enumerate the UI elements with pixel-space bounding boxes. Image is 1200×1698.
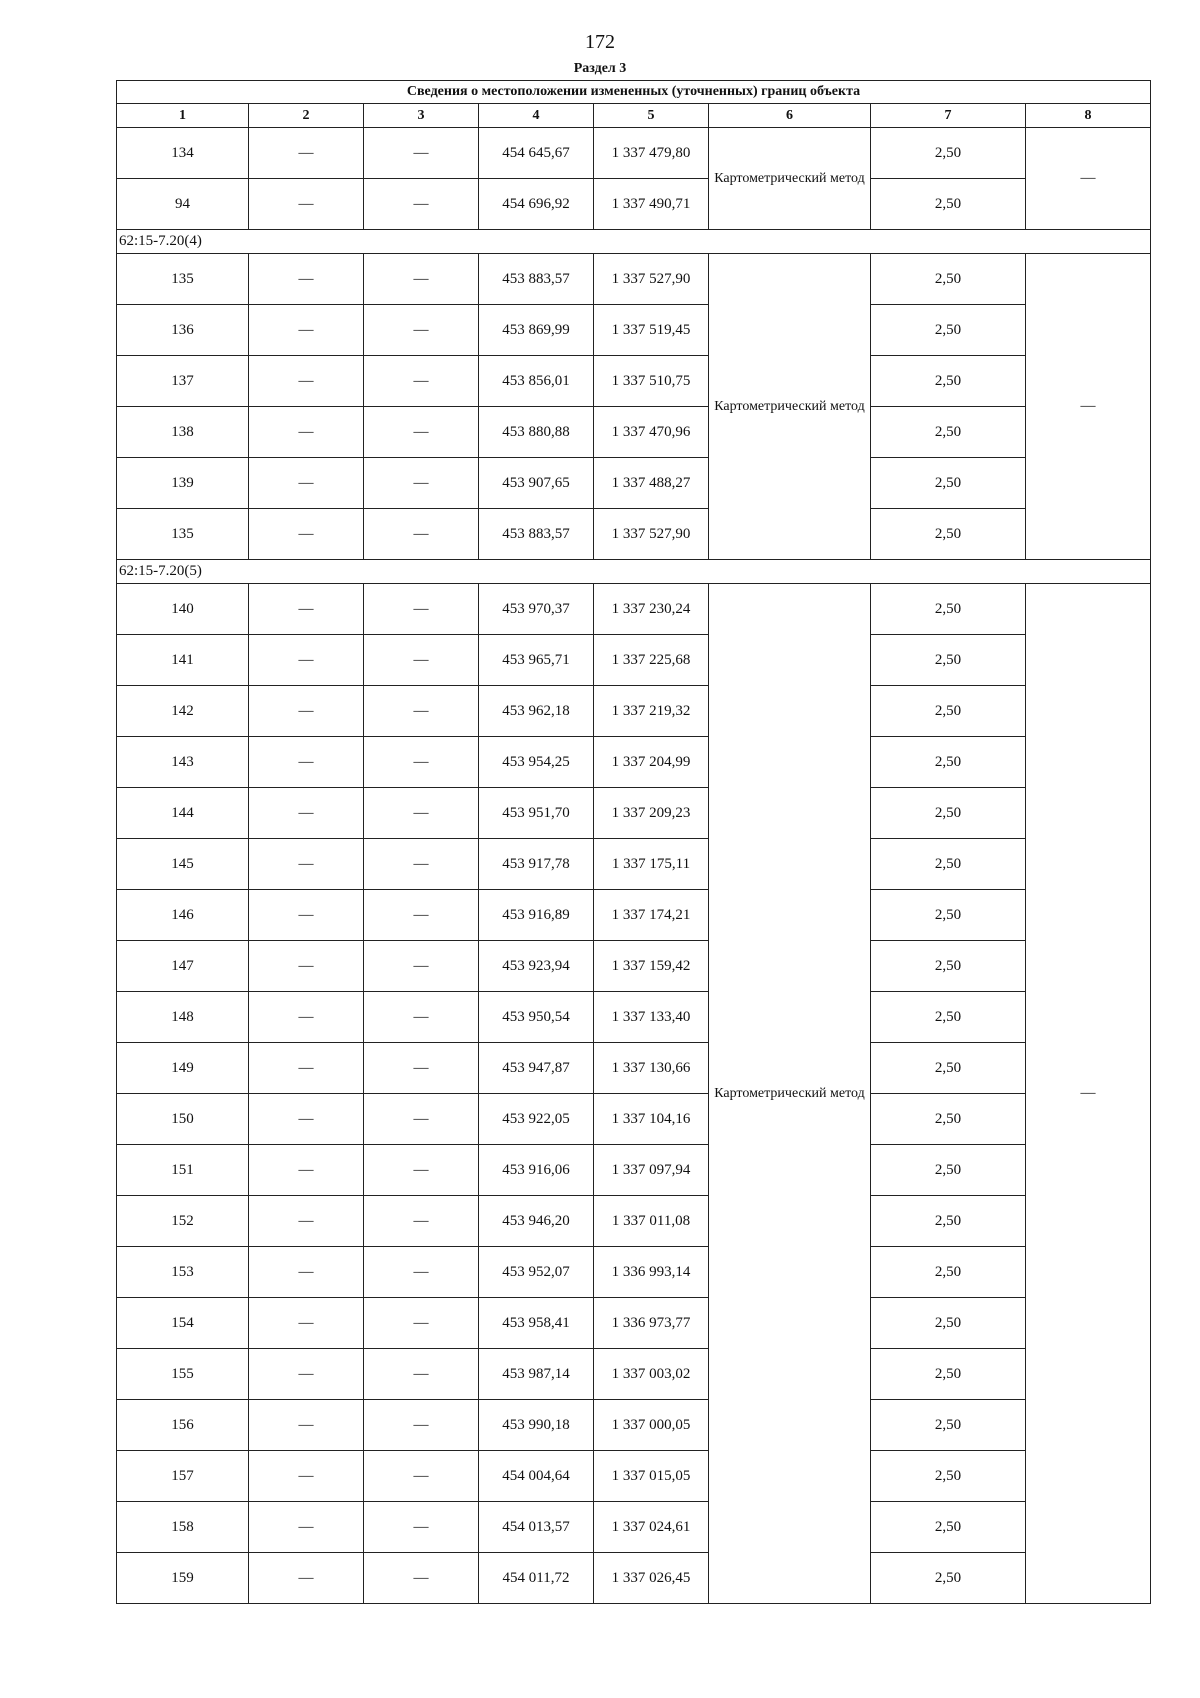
y-coordinate-cell: 1 337 015,05	[594, 1451, 709, 1502]
x-coordinate-cell: 454 011,72	[479, 1553, 594, 1604]
y-coordinate-cell: 1 337 527,90	[594, 509, 709, 560]
point-number-cell: 150	[117, 1094, 249, 1145]
x-coordinate-cell: 453 916,89	[479, 890, 594, 941]
x-coordinate-cell: 453 952,07	[479, 1247, 594, 1298]
column-8-cell: —	[1026, 128, 1151, 230]
column-3-cell: —	[364, 788, 479, 839]
x-coordinate-cell: 453 856,01	[479, 356, 594, 407]
point-number-cell: 146	[117, 890, 249, 941]
table-row	[117, 1145, 1151, 1196]
column-3-cell: —	[364, 407, 479, 458]
y-coordinate-cell: 1 337 209,23	[594, 788, 709, 839]
accuracy-cell: 2,50	[871, 128, 1026, 179]
point-number-cell: 134	[117, 128, 249, 179]
column-3-cell: —	[364, 1502, 479, 1553]
column-2-cell: —	[249, 128, 364, 179]
table-row	[117, 1502, 1151, 1553]
point-number-cell: 156	[117, 1400, 249, 1451]
accuracy-cell: 2,50	[871, 1145, 1026, 1196]
column-3-cell: —	[364, 1400, 479, 1451]
point-number-cell: 159	[117, 1553, 249, 1604]
page-number: 172	[585, 31, 615, 53]
table-row	[117, 686, 1151, 737]
column-header: 4	[479, 104, 594, 128]
y-coordinate-cell: 1 337 011,08	[594, 1196, 709, 1247]
y-coordinate-cell: 1 337 488,27	[594, 458, 709, 509]
column-3-cell: —	[364, 356, 479, 407]
accuracy-cell: 2,50	[871, 839, 1026, 890]
column-3-cell: —	[364, 686, 479, 737]
column-3-cell: —	[364, 509, 479, 560]
point-number-cell: 136	[117, 305, 249, 356]
column-2-cell: —	[249, 1145, 364, 1196]
y-coordinate-cell: 1 337 470,96	[594, 407, 709, 458]
y-coordinate-cell: 1 337 130,66	[594, 1043, 709, 1094]
column-2-cell: —	[249, 1196, 364, 1247]
y-coordinate-cell: 1 337 024,61	[594, 1502, 709, 1553]
x-coordinate-cell: 453 950,54	[479, 992, 594, 1043]
accuracy-cell: 2,50	[871, 1502, 1026, 1553]
column-3-cell: —	[364, 458, 479, 509]
column-3-cell: —	[364, 1298, 479, 1349]
y-coordinate-cell: 1 337 175,11	[594, 839, 709, 890]
y-coordinate-cell: 1 337 230,24	[594, 584, 709, 635]
point-number-cell: 152	[117, 1196, 249, 1247]
table-row	[117, 1298, 1151, 1349]
table-row	[117, 1553, 1151, 1604]
accuracy-cell: 2,50	[871, 1451, 1026, 1502]
accuracy-cell: 2,50	[871, 1553, 1026, 1604]
table-row	[117, 1043, 1151, 1094]
table-body	[117, 128, 1151, 1604]
column-8-cell: —	[1026, 584, 1151, 1604]
point-number-cell: 137	[117, 356, 249, 407]
table-row	[117, 407, 1151, 458]
method-cell: Картометрический метод	[709, 584, 871, 1604]
accuracy-cell: 2,50	[871, 509, 1026, 560]
point-number-cell: 144	[117, 788, 249, 839]
column-3-cell: —	[364, 1451, 479, 1502]
column-2-cell: —	[249, 1349, 364, 1400]
accuracy-cell: 2,50	[871, 686, 1026, 737]
point-number-cell: 140	[117, 584, 249, 635]
y-coordinate-cell: 1 337 174,21	[594, 890, 709, 941]
column-2-cell: —	[249, 1043, 364, 1094]
x-coordinate-cell: 453 917,78	[479, 839, 594, 890]
table-row	[117, 509, 1151, 560]
accuracy-cell: 2,50	[871, 584, 1026, 635]
column-3-cell: —	[364, 635, 479, 686]
boundary-coordinates-table	[116, 80, 1151, 1604]
table-caption: Сведения о местоположении измененных (уточненных) границ объекта	[117, 81, 1151, 104]
accuracy-cell: 2,50	[871, 1349, 1026, 1400]
method-cell: Картометрический метод	[709, 254, 871, 560]
x-coordinate-cell: 453 880,88	[479, 407, 594, 458]
column-3-cell: —	[364, 1196, 479, 1247]
column-2-cell: —	[249, 992, 364, 1043]
table-row	[117, 1247, 1151, 1298]
point-number-cell: 155	[117, 1349, 249, 1400]
column-3-cell: —	[364, 1043, 479, 1094]
x-coordinate-cell: 453 958,41	[479, 1298, 594, 1349]
y-coordinate-cell: 1 337 026,45	[594, 1553, 709, 1604]
y-coordinate-cell: 1 336 973,77	[594, 1298, 709, 1349]
column-3-cell: —	[364, 992, 479, 1043]
accuracy-cell: 2,50	[871, 1043, 1026, 1094]
column-3-cell: —	[364, 1145, 479, 1196]
accuracy-cell: 2,50	[871, 992, 1026, 1043]
column-3-cell: —	[364, 254, 479, 305]
x-coordinate-cell: 453 883,57	[479, 254, 594, 305]
y-coordinate-cell: 1 337 133,40	[594, 992, 709, 1043]
accuracy-cell: 2,50	[871, 890, 1026, 941]
column-3-cell: —	[364, 128, 479, 179]
table-row	[117, 635, 1151, 686]
column-3-cell: —	[364, 1553, 479, 1604]
column-2-cell: —	[249, 458, 364, 509]
y-coordinate-cell: 1 337 000,05	[594, 1400, 709, 1451]
column-2-cell: —	[249, 1400, 364, 1451]
x-coordinate-cell: 453 869,99	[479, 305, 594, 356]
table-row	[117, 1196, 1151, 1247]
column-3-cell: —	[364, 1349, 479, 1400]
table-row	[117, 584, 1151, 635]
point-number-cell: 153	[117, 1247, 249, 1298]
x-coordinate-cell: 453 923,94	[479, 941, 594, 992]
table-row	[117, 1349, 1151, 1400]
accuracy-cell: 2,50	[871, 305, 1026, 356]
point-number-cell: 148	[117, 992, 249, 1043]
group-row	[117, 560, 1151, 584]
y-coordinate-cell: 1 337 519,45	[594, 305, 709, 356]
point-number-cell: 145	[117, 839, 249, 890]
y-coordinate-cell: 1 337 225,68	[594, 635, 709, 686]
accuracy-cell: 2,50	[871, 737, 1026, 788]
point-number-cell: 142	[117, 686, 249, 737]
y-coordinate-cell: 1 337 003,02	[594, 1349, 709, 1400]
x-coordinate-cell: 453 990,18	[479, 1400, 594, 1451]
method-cell: Картометрический метод	[709, 128, 871, 230]
column-2-cell: —	[249, 1298, 364, 1349]
column-2-cell: —	[249, 788, 364, 839]
table-row	[117, 890, 1151, 941]
column-header: 6	[709, 104, 871, 128]
table-row	[117, 1400, 1151, 1451]
x-coordinate-cell: 453 907,65	[479, 458, 594, 509]
accuracy-cell: 2,50	[871, 1196, 1026, 1247]
y-coordinate-cell: 1 337 510,75	[594, 356, 709, 407]
x-coordinate-cell: 454 645,67	[479, 128, 594, 179]
accuracy-cell: 2,50	[871, 179, 1026, 230]
table-row	[117, 1094, 1151, 1145]
column-2-cell: —	[249, 356, 364, 407]
accuracy-cell: 2,50	[871, 407, 1026, 458]
column-3-cell: —	[364, 179, 479, 230]
column-2-cell: —	[249, 509, 364, 560]
table-row	[117, 356, 1151, 407]
column-3-cell: —	[364, 839, 479, 890]
x-coordinate-cell: 453 916,06	[479, 1145, 594, 1196]
x-coordinate-cell: 453 946,20	[479, 1196, 594, 1247]
group-label: 62:15-7.20(5)	[117, 560, 1151, 584]
x-coordinate-cell: 453 987,14	[479, 1349, 594, 1400]
table-row	[117, 839, 1151, 890]
point-number-cell: 154	[117, 1298, 249, 1349]
x-coordinate-cell: 454 696,92	[479, 179, 594, 230]
accuracy-cell: 2,50	[871, 458, 1026, 509]
table-row	[117, 737, 1151, 788]
accuracy-cell: 2,50	[871, 356, 1026, 407]
point-number-cell: 143	[117, 737, 249, 788]
column-3-cell: —	[364, 941, 479, 992]
column-2-cell: —	[249, 1502, 364, 1553]
table-row	[117, 941, 1151, 992]
column-2-cell: —	[249, 890, 364, 941]
table-row	[117, 179, 1151, 230]
accuracy-cell: 2,50	[871, 1298, 1026, 1349]
column-header: 3	[364, 104, 479, 128]
x-coordinate-cell: 453 883,57	[479, 509, 594, 560]
point-number-cell: 149	[117, 1043, 249, 1094]
table-row	[117, 254, 1151, 305]
column-2-cell: —	[249, 179, 364, 230]
column-2-cell: —	[249, 941, 364, 992]
column-3-cell: —	[364, 737, 479, 788]
table-row	[117, 788, 1151, 839]
accuracy-cell: 2,50	[871, 635, 1026, 686]
x-coordinate-cell: 453 962,18	[479, 686, 594, 737]
point-number-cell: 141	[117, 635, 249, 686]
column-8-cell: —	[1026, 254, 1151, 560]
column-2-cell: —	[249, 584, 364, 635]
accuracy-cell: 2,50	[871, 1094, 1026, 1145]
column-header: 1	[117, 104, 249, 128]
point-number-cell: 135	[117, 254, 249, 305]
column-2-cell: —	[249, 635, 364, 686]
point-number-cell: 94	[117, 179, 249, 230]
accuracy-cell: 2,50	[871, 788, 1026, 839]
y-coordinate-cell: 1 337 159,42	[594, 941, 709, 992]
column-2-cell: —	[249, 686, 364, 737]
x-coordinate-cell: 454 004,64	[479, 1451, 594, 1502]
column-2-cell: —	[249, 1451, 364, 1502]
group-row	[117, 230, 1151, 254]
column-3-cell: —	[364, 890, 479, 941]
table-row	[117, 992, 1151, 1043]
point-number-cell: 151	[117, 1145, 249, 1196]
y-coordinate-cell: 1 337 219,32	[594, 686, 709, 737]
section-title: Раздел 3	[573, 61, 627, 76]
table-row	[117, 305, 1151, 356]
column-3-cell: —	[364, 1094, 479, 1145]
y-coordinate-cell: 1 337 490,71	[594, 179, 709, 230]
x-coordinate-cell: 453 954,25	[479, 737, 594, 788]
point-number-cell: 135	[117, 509, 249, 560]
y-coordinate-cell: 1 337 097,94	[594, 1145, 709, 1196]
group-label: 62:15-7.20(4)	[117, 230, 1151, 254]
accuracy-cell: 2,50	[871, 1400, 1026, 1451]
y-coordinate-cell: 1 336 993,14	[594, 1247, 709, 1298]
column-2-cell: —	[249, 737, 364, 788]
column-header: 7	[871, 104, 1026, 128]
accuracy-cell: 2,50	[871, 1247, 1026, 1298]
x-coordinate-cell: 453 965,71	[479, 635, 594, 686]
y-coordinate-cell: 1 337 104,16	[594, 1094, 709, 1145]
x-coordinate-cell: 453 922,05	[479, 1094, 594, 1145]
column-2-cell: —	[249, 839, 364, 890]
point-number-cell: 147	[117, 941, 249, 992]
point-number-cell: 157	[117, 1451, 249, 1502]
y-coordinate-cell: 1 337 527,90	[594, 254, 709, 305]
table-row	[117, 458, 1151, 509]
y-coordinate-cell: 1 337 479,80	[594, 128, 709, 179]
y-coordinate-cell: 1 337 204,99	[594, 737, 709, 788]
x-coordinate-cell: 453 947,87	[479, 1043, 594, 1094]
column-2-cell: —	[249, 254, 364, 305]
column-header: 5	[594, 104, 709, 128]
column-3-cell: —	[364, 1247, 479, 1298]
point-number-cell: 158	[117, 1502, 249, 1553]
column-2-cell: —	[249, 407, 364, 458]
column-2-cell: —	[249, 1553, 364, 1604]
accuracy-cell: 2,50	[871, 254, 1026, 305]
point-number-cell: 138	[117, 407, 249, 458]
x-coordinate-cell: 453 970,37	[479, 584, 594, 635]
column-2-cell: —	[249, 1094, 364, 1145]
table-row	[117, 1451, 1151, 1502]
table-row	[117, 128, 1151, 179]
column-2-cell: —	[249, 1247, 364, 1298]
accuracy-cell: 2,50	[871, 941, 1026, 992]
column-3-cell: —	[364, 305, 479, 356]
column-header: 8	[1026, 104, 1151, 128]
x-coordinate-cell: 453 951,70	[479, 788, 594, 839]
column-2-cell: —	[249, 305, 364, 356]
x-coordinate-cell: 454 013,57	[479, 1502, 594, 1553]
column-3-cell: —	[364, 584, 479, 635]
point-number-cell: 139	[117, 458, 249, 509]
column-header: 2	[249, 104, 364, 128]
